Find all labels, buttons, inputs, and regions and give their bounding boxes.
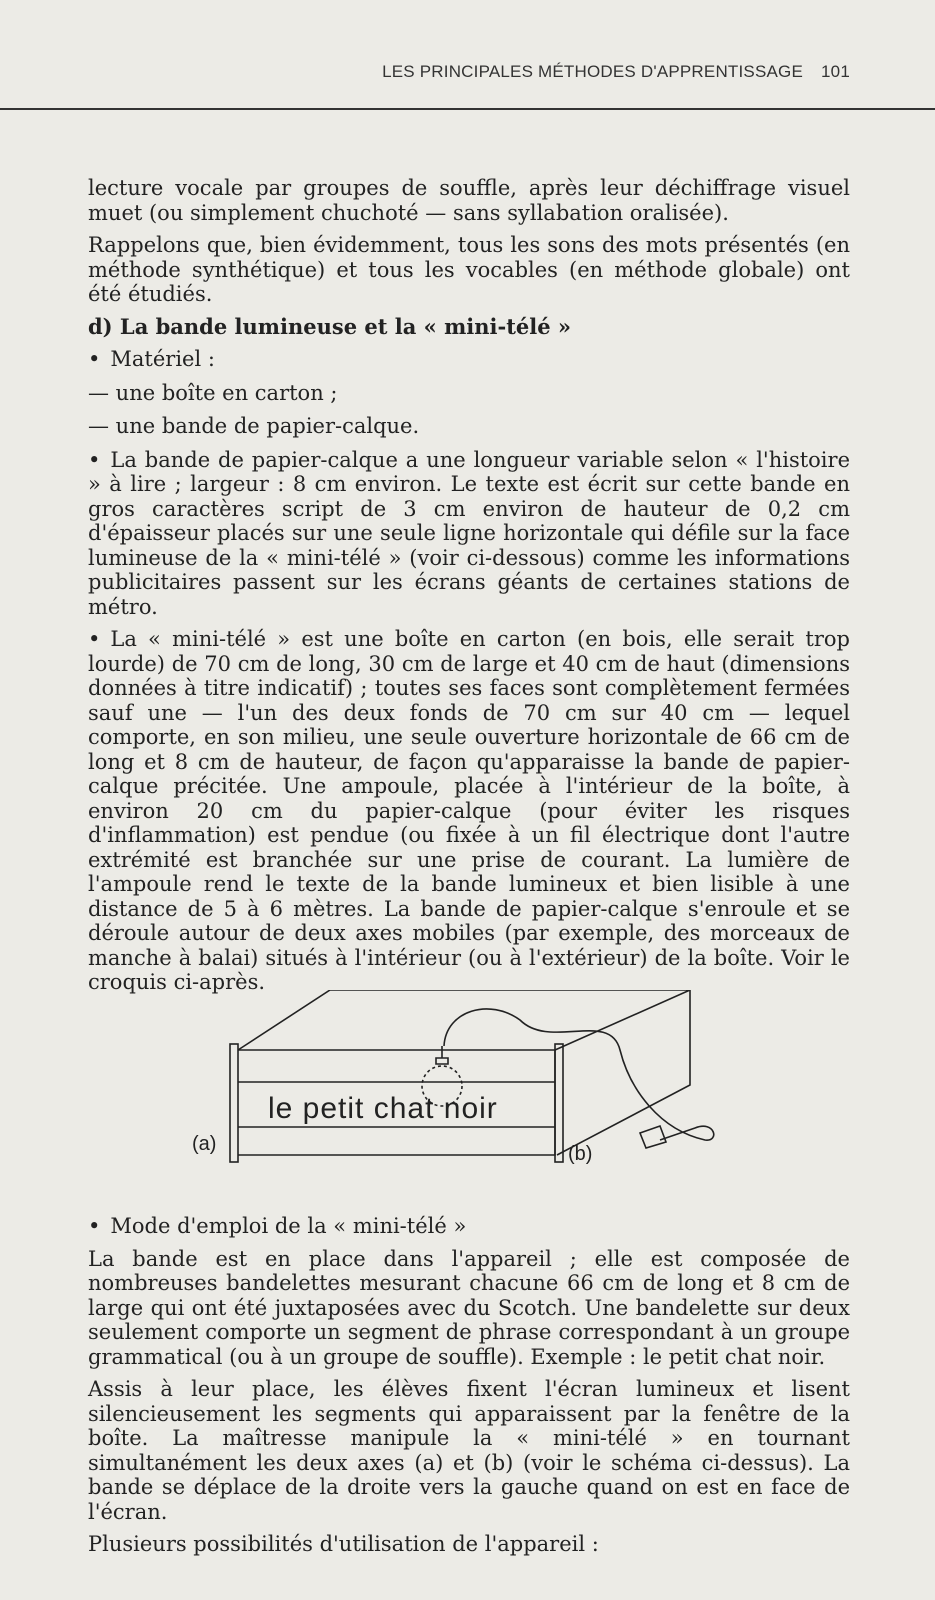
paragraph-rappelons: Rappelons que, bien évidemment, tous les sons des mots présentés (en méthode synthétique) et tous les vocables (en méthode globale) ont été étudiés. (88, 233, 850, 306)
label-a: (a) (192, 1133, 217, 1155)
bullet-icon (88, 627, 110, 651)
running-header (360, 62, 850, 82)
plug-icon (640, 1126, 666, 1148)
paragraph-assis: Assis à leur place, les élèves fixent l'écran lumineux et lisent silencieusement les segments qui apparaissent par la fenêtre de la boîte. La maîtresse manipule la « mini-télé » en tournant simultanément les deux axes (a) et (b) (voir le schéma ci-dessus). La bande se déplace de la droite vers la gauche quand on est en face de l'écran. (88, 1377, 850, 1524)
bullet-icon (88, 1214, 110, 1238)
paragraph-mini-tele (88, 627, 850, 995)
bullet-icon (88, 448, 110, 472)
body-text-bottom (88, 1214, 850, 1565)
mini-tele-drawing (190, 990, 730, 1180)
materiel-label-text: Matériel : (110, 347, 215, 371)
mini-tele-sketch (190, 990, 730, 1180)
bulb-socket (436, 1046, 448, 1064)
label-b: (b) (568, 1143, 593, 1165)
materiel-item-bande: — une bande de papier-calque. (88, 414, 420, 438)
bullet-icon (88, 347, 110, 371)
materiel-item-carton: — une boîte en carton ; (88, 380, 338, 405)
header-title: LES PRINCIPALES MÉTHODES D'APPRENTISSAGE (382, 62, 804, 81)
mode-emploi-heading (88, 1214, 850, 1239)
box-side-outline (557, 990, 690, 1155)
axis-b (555, 1044, 563, 1162)
paragraph-mini-tele-text: La « mini-télé » est une boîte en carton (en bois, elle serait trop lourde) de 70 cm de long, 30 cm de large et 40 cm de haut (dimensions données à titre indicatif) ; toutes ses faces sont complètement fermées sauf une — l'un des deux fonds de 70 cm sur 40 cm — lequel comporte, en son milieu, une seule ouverture horizontale de 66 cm de long et 8 cm de hauteur, de façon qu'apparaisse la bande de papier-calque précitée. Une ampoule, placée à l'intérieur de la boîte, à environ 20 cm du papier-calque (pour éviter les risques d'inflammation) est pendue (ou fixée à un fil électrique dont l'autre extrémité est branchée sur une prise de courant. La lumière de l'ampoule rend le texte de la bande lumineux et bien lisible à une distance de 5 à 6 mètres. La bande de papier-calque s'enroule et se déroule autour de deux axes mobiles (par exemple, des morceaux de manche à balai) situés à l'intérieur (ou à l'extérieur) de la boîte. Voir le croquis ci-après. (88, 627, 850, 994)
body-text-top (88, 176, 850, 1003)
band-text: le petit chat noir (268, 1092, 498, 1125)
axis-a (230, 1044, 238, 1162)
paragraph-bandelettes: La bande est en place dans l'appareil ; elle est composée de nombreuses bandelettes mesurant chacune 66 cm de long et 8 cm de large qui ont été juxtaposées avec du Scotch. Une bandelette sur deux seulement comporte un segment de phrase correspondant à un groupe grammatical (ou à un groupe de souffle). Exemple : le petit chat noir. (88, 1246, 850, 1369)
mode-emploi-heading-text: Mode d'emploi de la « mini-télé » (110, 1214, 467, 1238)
paragraph-bande-text: La bande de papier-calque a une longueur variable selon « l'histoire » à lire ; largeur : 8 cm environ. Le texte est écrit sur cette bande en gros caractères script de 3 cm environ de hauteur de 0,2 cm d'épaisseur placés sur une seule ligne horizontale qui défile sur la face lumineuse de la « mini-télé » (voir ci-dessous) comme les informations publicitaires passent sur les écrans géants de certaines stations de métro. (88, 447, 850, 619)
paragraph-possibilites: Plusieurs possibilités d'utilisation de l'appareil : (88, 1532, 599, 1556)
box-top-outline (238, 990, 690, 1050)
section-heading: d) La bande lumineuse et la « mini-télé » (88, 313, 572, 339)
paragraph-lecture-vocale: lecture vocale par groupes de souffle, après leur déchiffrage visuel muet (ou simplement chuchoté — sans syllabation oralisée). (88, 176, 850, 225)
page-number: 101 (821, 62, 850, 81)
paragraph-bande (88, 448, 850, 620)
materiel-label (88, 347, 850, 372)
header-rule (0, 108, 935, 110)
